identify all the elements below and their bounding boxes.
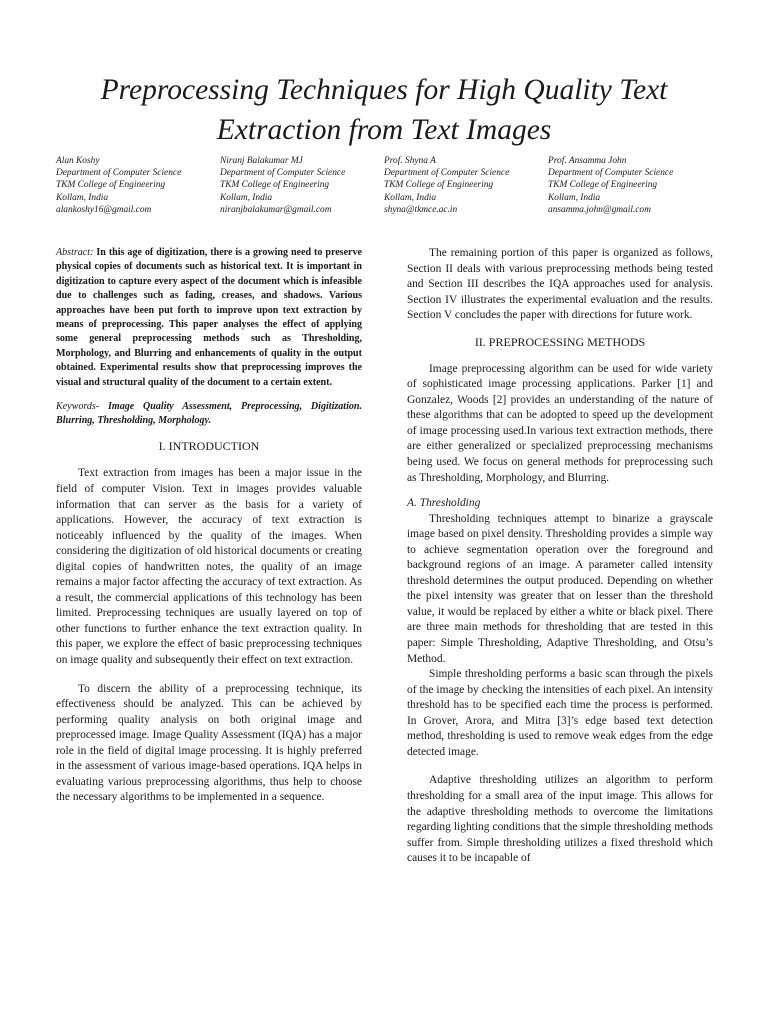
author-location: Kollam, India <box>548 192 601 203</box>
intro-paragraph-1: Text extraction from images has been a major issue in the field of computer Vision. Text in images provides valuable information that can server as the basis for a variety of applications. However, the accuracy of text extraction is noticeably influenced by the quality of the images. When considering the digitization of old historical documents or creating digital copies of handwritten notes, the quality of an image remains a major factor affecting the accuracy of text extraction. As a result, the commercial applications of this technology has been limited. Preprocessing techniques are usually layered on top of other functions to further enhance the text extraction quality. In this paper, we explore the effect of basic preprocessing techniques on image quality and subsequently their effect on text extraction. <box>56 467 362 667</box>
keywords-label: Keywords- <box>56 401 100 413</box>
left-column <box>56 246 362 806</box>
intro-heading: I. INTRODUCTION <box>158 439 260 454</box>
keywords-text: Image Quality Assessment, Preprocessing, Digitization. Blurring, Thresholding, Morphology. <box>56 401 362 427</box>
author-1 <box>56 155 218 216</box>
thresholding-subheading: A. Thresholding <box>407 497 481 510</box>
title-line-2: Extraction from Text Images <box>216 114 552 146</box>
author-college: TKM College of Engineering <box>384 180 494 191</box>
methods-paragraph: Image preprocessing algorithm can be used for wide variety of sophisticated image processing applications. Parker [1] and Gonzalez, Woods [2] provides an understanding of the nature of these algorithms that can be adopted to speed up the development of image processing used.In various text extraction methods, there are either generalized or specialized preprocessing mechanisms being used. We focus on general methods for preprocessing such as Thresholding, Morphology, and Blurring. <box>407 362 713 484</box>
author-email: ansamma.john@gmail.com <box>548 204 651 215</box>
keywords <box>56 400 362 428</box>
author-email: alankoshy16@gmail.com <box>56 204 152 215</box>
author-name: Prof. Shyna A <box>384 156 436 166</box>
author-college: TKM College of Engineering <box>548 180 658 191</box>
author-3 <box>384 155 546 216</box>
abstract-label: Abstract: <box>56 247 94 258</box>
author-email: niranjbalakumar@gmail.com <box>220 204 332 215</box>
author-dept: Department of Computer Science <box>56 168 182 179</box>
author-college: TKM College of Engineering <box>56 180 166 191</box>
author-dept: Department of Computer Science <box>384 168 510 179</box>
author-email: shyna@tkmce.ac.in <box>384 204 458 215</box>
methods-heading: II. PREPROCESSING METHODS <box>474 334 646 349</box>
author-name: Niranj Balakumar MJ <box>220 156 303 166</box>
intro-paragraph-2: To discern the ability of a preprocessing technique, its effectiveness should be analyzed. This can be achieved by performing quality analysis on both original image and preprocessed image. Image Quality Assessment (IQA) has a major role in the field of digital image processing. It is highly preferred in the assessment of various image-based operations. IQA helps in evaluating various preprocessing algorithms, thus help to choose the necessary algorithms to be implemented in a sequence. <box>56 682 362 804</box>
author-dept: Department of Computer Science <box>548 168 674 179</box>
organization-paragraph: The remaining portion of this paper is organized as follows, Section II deals with various preprocessing methods being tested and Section III describes the IQA approaches used for analysis. Section IV illustrates the experimental evaluation and the results. Section V concludes the paper with directions for future work. <box>407 247 713 322</box>
author-location: Kollam, India <box>56 192 109 203</box>
author-dept: Department of Computer Science <box>220 168 346 179</box>
author-name: Prof. Ansamma John <box>548 156 627 166</box>
author-4 <box>548 155 710 216</box>
title-line-1: Preprocessing Techniques for High Quality Text <box>100 74 668 106</box>
abstract <box>56 246 362 390</box>
author-location: Kollam, India <box>384 192 437 203</box>
author-location: Kollam, India <box>220 192 273 203</box>
paper-title <box>40 70 728 150</box>
thresholding-paragraph: Thresholding techniques attempt to binarize a grayscale image based on pixel density. Thresholding provides a simple way to achieve segmentation operation over the foreground and background regions of an image. A parameter called intensity threshold determines the output produced. Depending on whether the pixel intensity was greater that on lesser than the threshold value, it would be replaced by either a white or black pixel. There are three main methods for thresholding that are tested in this paper: Simple Thresholding, Adaptive Thresholding, and Otsu’s Method. <box>407 512 713 665</box>
adaptive-thresholding-paragraph: Adaptive thresholding utilizes an algorithm to perform thresholding for a small area of the input image. This allows for the adaptive thresholding methods to overcome the limitations regarding lighting conditions that the simple thresholding methods suffer from. Simple thresholding utilizes a fixed threshold which causes it to be incapable of <box>407 774 713 865</box>
author-name: Alan Koshy <box>56 156 100 166</box>
simple-thresholding-paragraph: Simple thresholding performs a basic scan through the pixels of the image by checking the intensities of each pixel. An intensity threshold has to be specified each time the process is performed. In Grover, Arora, and Mitra [3]’s edge based text detection method, thresholding is used to remove weak edges from the edge detected image. <box>407 668 713 758</box>
right-column <box>407 246 713 867</box>
author-2 <box>220 155 382 216</box>
abstract-text: In this age of digitization, there is a growing need to preserve physical copies of documents such as historical text. It is important in digitization to capture every aspect of the document which is infeasible due to challenges such as fading, creases, and shadows. Various approaches have been put forth to improve upon text extraction by means of preprocessing. This paper analyses the effect of applying some general preprocessing methods such as Thresholding, Morphology, and Blurring and enhancements of quality in the output obtained. Experimental results show that preprocessing improves the visual and structural quality of the document to a certain extent. <box>56 247 362 388</box>
author-college: TKM College of Engineering <box>220 180 330 191</box>
